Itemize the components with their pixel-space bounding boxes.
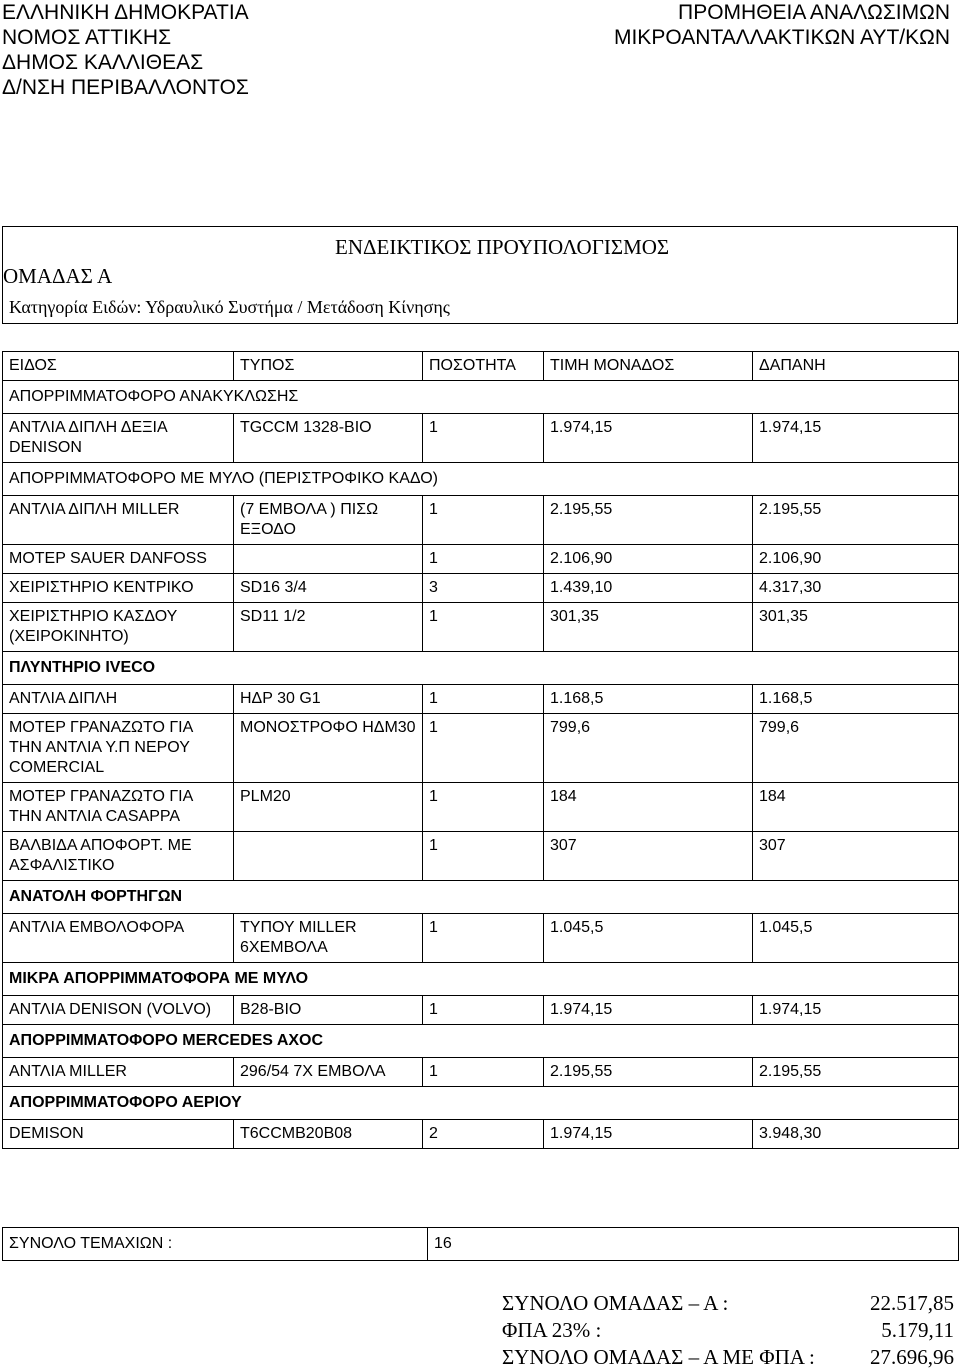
table-cell: 2.106,90 [753, 545, 959, 574]
table-cell: 1.439,10 [544, 574, 753, 603]
table-cell: 2.195,55 [753, 496, 959, 545]
table-cell: 1.168,5 [753, 685, 959, 714]
section-title: ΑΠΟΡΡΙΜΜΑΤΟΦΟΡΟ ΑΕΡΙΟΥ [3, 1087, 959, 1120]
header-left-line: ΕΛΛΗΝΙΚΗ ΔΗΜΟΚΡΑΤΙΑ [2, 1, 249, 24]
budget-title-box [2, 226, 958, 324]
items-table [2, 351, 959, 1149]
section-row [3, 963, 959, 996]
header-right-line: ΠΡΟΜΗΘΕΙΑ ΑΝΑΛΩΣΙΜΩΝ [678, 1, 950, 24]
table-cell: 3 [423, 574, 544, 603]
section-row [3, 1025, 959, 1058]
column-header: ΤΥΠΟΣ [234, 352, 423, 381]
table-cell: ΒΑΛΒΙΔΑ ΑΠΟΦΟΡΤ. ΜΕ ΑΣΦΑΛΙΣΤΙΚΟ [3, 832, 234, 881]
sums-block [502, 1290, 954, 1371]
table-cell: ΧΕΙΡΙΣΤΗΡΙΟ ΚΑΣΔΟΥ (ΧΕΙΡΟΚΙΝΗΤΟ) [3, 603, 234, 652]
table-cell [234, 832, 423, 881]
budget-title: ΕΝΔΕΙΚΤΙΚΟΣ ΠΡΟΥΠΟΛΟΓΙΣΜΟΣ [335, 235, 670, 259]
table-row [3, 1120, 959, 1149]
table-row [3, 545, 959, 574]
table-cell: 2.195,55 [753, 1058, 959, 1087]
table-row [3, 414, 959, 463]
category-line: Κατηγορία Ειδών: Υδραυλικό Συστήμα / Μετάδοση Κίνησης [9, 297, 450, 317]
table-cell: 184 [544, 783, 753, 832]
group-title: ΟΜΑΔΑΣ Α [3, 264, 113, 288]
table-cell: ΑΝΤΛΙΑ ΔΙΠΛΗ ΔΕΞΙΑ DENISON [3, 414, 234, 463]
sum-value: 5.179,11 [881, 1318, 954, 1342]
table-cell: 4.317,30 [753, 574, 959, 603]
table-cell: (7 ΕΜΒΟΛΑ ) ΠΙΣΩ ΕΞΟΔΟ [234, 496, 423, 545]
table-cell: 1 [423, 545, 544, 574]
header-right-line: ΜΙΚΡΟΑΝΤΑΛΛΑΚΤΙΚΩΝ ΑΥΤ/ΚΩΝ [613, 26, 950, 49]
table-cell: 184 [753, 783, 959, 832]
table-row [3, 603, 959, 652]
table-cell: ΤΥΠΟΥ MILLER 6ΧΕΜΒΟΛΑ [234, 914, 423, 963]
table-row [3, 496, 959, 545]
table-cell: PLM20 [234, 783, 423, 832]
sum-row [502, 1317, 954, 1344]
table-cell: ΑΝΤΛΙΑ ΕΜΒΟΛΟΦΟΡΑ [3, 914, 234, 963]
column-header: ΤΙΜΗ ΜΟΝΑΔΟΣ [544, 352, 753, 381]
table-cell: ΑΝΤΛΙΑ DENISON (VOLVO) [3, 996, 234, 1025]
section-title: ΑΠΟΡΡΙΜΜΑΤΟΦΟΡΟ ΜΕ ΜΥΛΟ (ΠΕΡΙΣΤΡΟΦΙΚΟ ΚΑΔΟ) [3, 463, 959, 496]
table-cell: ΑΝΤΛΙΑ ΔΙΠΛΗ MILLER [3, 496, 234, 545]
table-cell: ΜΟΤΕΡ ΓΡΑΝΑΖΩΤΟ ΓΙΑ ΤΗΝ ΑΝΤΛΙΑ CASAPPA [3, 783, 234, 832]
table-cell: ΑΝΤΛΙΑ ΔΙΠΛΗ [3, 685, 234, 714]
section-title: ΑΝΑΤΟΛΗ ΦΟΡΤΗΓΩΝ [3, 881, 959, 914]
sum-label: ΣΥΝΟΛΟ ΟΜΑΔΑΣ – Α ΜΕ ΦΠΑ : [502, 1345, 815, 1369]
table-row [3, 832, 959, 881]
sum-row [502, 1344, 954, 1371]
section-row [3, 881, 959, 914]
table-cell: 301,35 [544, 603, 753, 652]
table-cell [234, 545, 423, 574]
table-cell: 1 [423, 996, 544, 1025]
table-cell: 1.974,15 [544, 414, 753, 463]
table-cell: 2 [423, 1120, 544, 1149]
header-left-line: Δ/ΝΣΗ ΠΕΡΙΒΑΛΛΟΝΤΟΣ [2, 76, 249, 99]
sum-value: 27.696,96 [870, 1345, 954, 1369]
table-cell: 1 [423, 914, 544, 963]
table-cell: 2.195,55 [544, 496, 753, 545]
table-cell: 799,6 [544, 714, 753, 783]
sum-label: ΣΥΝΟΛΟ ΟΜΑΔΑΣ – Α : [502, 1291, 729, 1315]
column-header: ΕΙΔΟΣ [3, 352, 234, 381]
table-row [3, 685, 959, 714]
table-cell: 1.045,5 [544, 914, 753, 963]
table-cell: 1 [423, 496, 544, 545]
column-header: ΠΟΣΟΤΗΤΑ [423, 352, 544, 381]
section-row [3, 381, 959, 414]
table-cell: ΜΟΤΕΡ ΓΡΑΝΑΖΩΤΟ ΓΙΑ ΤΗΝ ΑΝΤΛΙΑ Υ.Π ΝΕΡΟΥ COMERCIAL [3, 714, 234, 783]
table-cell: ΗΔΡ 30 G1 [234, 685, 423, 714]
table-cell: 1.168,5 [544, 685, 753, 714]
table-row [3, 1058, 959, 1087]
table-cell: T6CCMB20B08 [234, 1120, 423, 1149]
table-cell: 1.974,15 [753, 996, 959, 1025]
table-cell: 301,35 [753, 603, 959, 652]
header-left-line: ΔΗΜΟΣ ΚΑΛΛΙΘΕΑΣ [2, 51, 204, 74]
section-row [3, 463, 959, 496]
table-row [3, 574, 959, 603]
table-cell: TGCCM 1328-BIO [234, 414, 423, 463]
header-left-line: ΝΟΜΟΣ ΑΤΤΙΚΗΣ [2, 26, 172, 49]
table-cell: 307 [753, 832, 959, 881]
table-cell: DEMISON [3, 1120, 234, 1149]
table-cell: 1 [423, 603, 544, 652]
table-cell: 1 [423, 714, 544, 783]
table-cell: 1 [423, 832, 544, 881]
table-cell: 1.974,15 [544, 996, 753, 1025]
table-cell: 3.948,30 [753, 1120, 959, 1149]
section-row [3, 1087, 959, 1120]
section-title: ΑΠΟΡΡΙΜΜΑΤΟΦΟΡΟ MERCEDES AXOC [3, 1025, 959, 1058]
total-items-row [3, 1228, 959, 1261]
table-cell: 1 [423, 1058, 544, 1087]
total-items-value: 16 [428, 1228, 959, 1261]
table-cell: 1.974,15 [753, 414, 959, 463]
table-cell: 1.045,5 [753, 914, 959, 963]
table-cell: SD11 1/2 [234, 603, 423, 652]
table-cell: SD16 3/4 [234, 574, 423, 603]
total-items-table [2, 1227, 959, 1261]
column-header: ΔΑΠΑΝΗ [753, 352, 959, 381]
total-items-label: ΣΥΝΟΛΟ ΤΕΜΑΧΙΩΝ : [3, 1228, 428, 1261]
table-cell: 1.974,15 [544, 1120, 753, 1149]
header-right [614, 0, 950, 50]
table-cell: ΜΟΝΟΣΤΡΟΦΟ ΗΔΜ30 [234, 714, 423, 783]
table-cell: 799,6 [753, 714, 959, 783]
table-row [3, 783, 959, 832]
table-cell: 2.106,90 [544, 545, 753, 574]
sum-row [502, 1290, 954, 1317]
table-cell: ΜΟΤΕΡ SAUER DANFOSS [3, 545, 234, 574]
table-header-row [3, 352, 959, 381]
sum-label: ΦΠΑ 23% : [502, 1318, 602, 1342]
table-cell: 1 [423, 783, 544, 832]
section-row [3, 652, 959, 685]
table-cell: 2.195,55 [544, 1058, 753, 1087]
sum-value: 22.517,85 [870, 1291, 954, 1315]
section-title: ΠΛΥΝΤΗΡΙΟ IVECO [3, 652, 959, 685]
table-cell: B28-BIO [234, 996, 423, 1025]
table-row [3, 914, 959, 963]
table-cell: ΧΕΙΡΙΣΤΗΡΙΟ ΚΕΝΤΡΙΚΟ [3, 574, 234, 603]
table-row [3, 714, 959, 783]
table-cell: ΑΝΤΛΙΑ MILLER [3, 1058, 234, 1087]
section-title: ΑΠΟΡΡΙΜΜΑΤΟΦΟΡΟ ΑΝΑΚΥΚΛΩΣΗΣ [3, 381, 959, 414]
table-cell: 307 [544, 832, 753, 881]
table-cell: 296/54 7Χ ΕΜΒΟΛΑ [234, 1058, 423, 1087]
table-cell: 1 [423, 414, 544, 463]
table-row [3, 996, 959, 1025]
section-title: ΜΙΚΡΑ ΑΠΟΡΡΙΜΜΑΤΟΦΟΡΑ ΜΕ ΜΥΛΟ [3, 963, 959, 996]
table-cell: 1 [423, 685, 544, 714]
header-left [2, 0, 249, 100]
